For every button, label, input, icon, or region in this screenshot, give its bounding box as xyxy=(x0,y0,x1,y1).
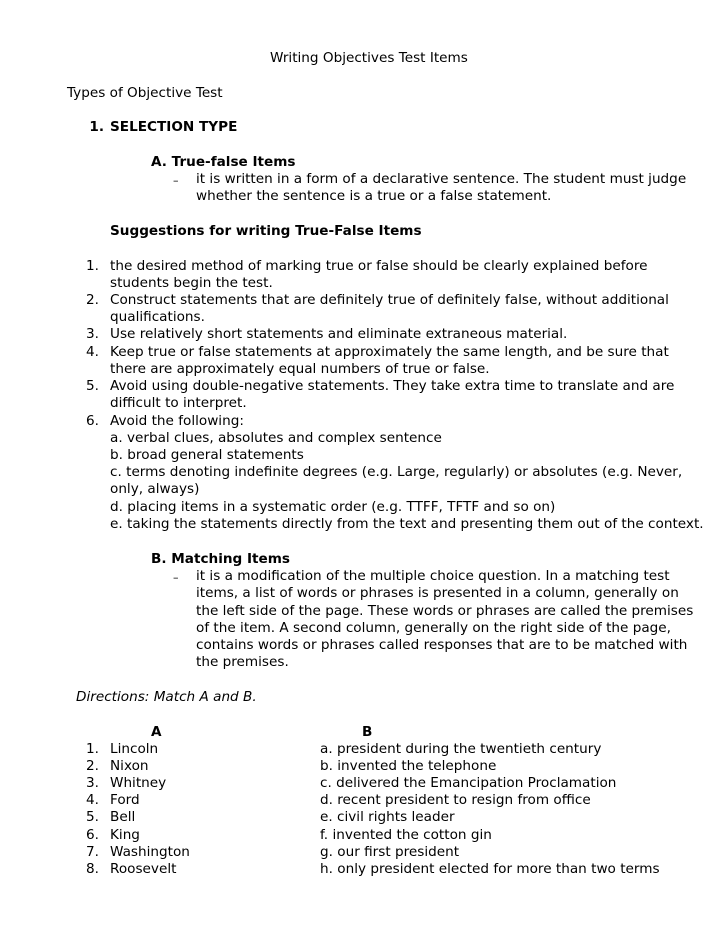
match-premise: Washington xyxy=(110,844,190,860)
true-false-heading: A. True-false Items xyxy=(151,154,296,170)
match-row-number: 4. xyxy=(86,792,99,808)
suggestion-line: the desired method of marking true or false should be clearly explained before xyxy=(110,258,648,274)
match-premise: Roosevelt xyxy=(110,861,177,877)
true-false-dash: – xyxy=(173,174,179,187)
match-premise: Lincoln xyxy=(110,741,159,757)
match-row-number: 6. xyxy=(86,827,99,843)
suggestion-number: 2. xyxy=(86,292,99,308)
true-false-desc-line: whether the sentence is a true or a false statement. xyxy=(196,188,552,204)
suggestion-number: 3. xyxy=(86,326,99,342)
suggestion-number: 6. xyxy=(86,413,99,429)
match-row-number: 5. xyxy=(86,809,99,825)
match-row-number: 7. xyxy=(86,844,99,860)
matching-desc-line: of the item. A second column, generally on the right side of the page, xyxy=(196,620,671,636)
match-response: e. civil rights leader xyxy=(320,809,455,825)
suggestion-line: Use relatively short statements and eliminate extraneous material. xyxy=(110,326,568,342)
matching-desc-line: it is a modification of the multiple choice question. In a matching test xyxy=(196,568,670,584)
suggestion-line: e. taking the statements directly from the text and presenting them out of the context. xyxy=(110,516,704,532)
match-premise: Nixon xyxy=(110,758,149,774)
suggestion-line: difficult to interpret. xyxy=(110,395,247,411)
matching-dash: – xyxy=(173,571,179,584)
true-false-desc-line: it is written in a form of a declarative sentence. The student must judge xyxy=(196,171,687,187)
section-heading: Types of Objective Test xyxy=(67,85,223,101)
suggestion-line: Avoid the following: xyxy=(110,413,244,429)
match-response: d. recent president to resign from office xyxy=(320,792,591,808)
suggestion-line: only, always) xyxy=(110,481,200,497)
matching-heading: B. Matching Items xyxy=(151,551,291,567)
column-b-header: B xyxy=(362,724,373,740)
suggestion-line: a. verbal clues, absolutes and complex sentence xyxy=(110,430,442,446)
matching-desc-line: contains words or phrases called responses that are to be matched with xyxy=(196,637,688,653)
suggestions-heading: Suggestions for writing True-False Items xyxy=(110,223,422,239)
match-response: f. invented the cotton gin xyxy=(320,827,492,843)
match-row-number: 8. xyxy=(86,861,99,877)
match-response: h. only president elected for more than two terms xyxy=(320,861,660,877)
suggestion-line: students begin the test. xyxy=(110,275,273,291)
suggestion-line: qualifications. xyxy=(110,309,205,325)
column-a-header: A xyxy=(151,724,162,740)
suggestion-line: d. placing items in a systematic order (e.g. TTFF, TFTF and so on) xyxy=(110,499,556,515)
match-response: a. president during the twentieth century xyxy=(320,741,602,757)
suggestion-line: there are approximately equal numbers of true or false. xyxy=(110,361,490,377)
match-premise: Ford xyxy=(110,792,140,808)
match-response: b. invented the telephone xyxy=(320,758,497,774)
match-row-number: 3. xyxy=(86,775,99,791)
suggestion-line: c. terms denoting indefinite degrees (e.g. Large, regularly) or absolutes (e.g. Never, xyxy=(110,464,683,480)
match-premise: Bell xyxy=(110,809,136,825)
match-response: c. delivered the Emancipation Proclamation xyxy=(320,775,617,791)
matching-desc-line: items, a list of words or phrases is presented in a column, generally on xyxy=(196,585,679,601)
selection-number: 1. xyxy=(89,119,104,135)
directions-text: Directions: Match A and B. xyxy=(76,689,257,705)
match-premise: King xyxy=(110,827,140,843)
match-response: g. our first president xyxy=(320,844,460,860)
suggestion-line: b. broad general statements xyxy=(110,447,304,463)
match-row-number: 2. xyxy=(86,758,99,774)
selection-type-label: SELECTION TYPE xyxy=(110,119,238,135)
suggestion-number: 1. xyxy=(86,258,99,274)
page-title: Writing Objectives Test Items xyxy=(270,50,468,66)
match-premise: Whitney xyxy=(110,775,167,791)
match-row-number: 1. xyxy=(86,741,99,757)
suggestion-line: Avoid using double-negative statements. They take extra time to translate and are xyxy=(110,378,675,394)
suggestion-number: 4. xyxy=(86,344,99,360)
suggestion-number: 5. xyxy=(86,378,99,394)
suggestion-line: Construct statements that are definitely true of definitely false, without additional xyxy=(110,292,669,308)
matching-desc-line: the premises. xyxy=(196,654,289,670)
suggestion-line: Keep true or false statements at approximately the same length, and be sure that xyxy=(110,344,669,360)
matching-desc-line: the left side of the page. These words or phrases are called the premises xyxy=(196,603,694,619)
